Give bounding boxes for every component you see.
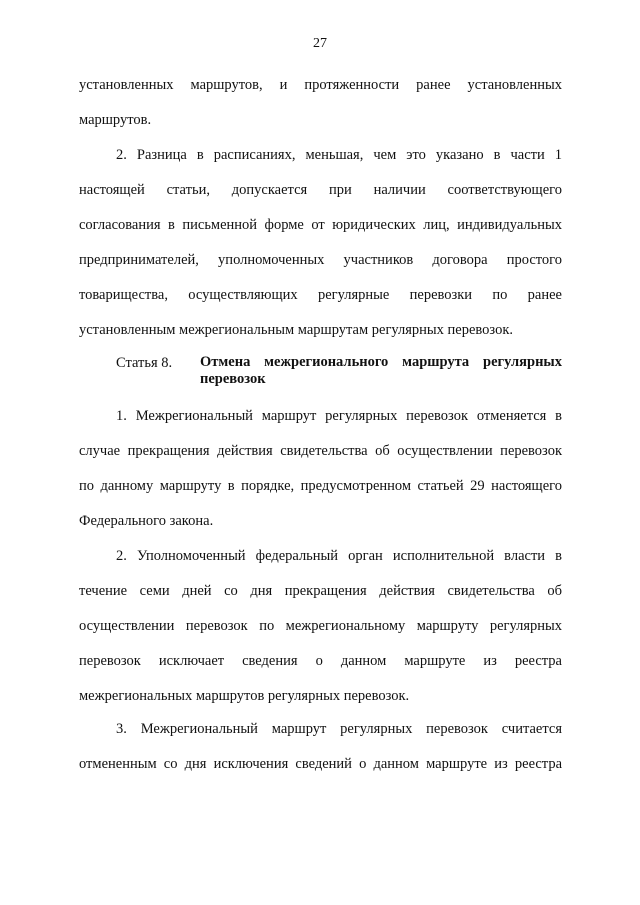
text-line: предпринимателей, уполномоченных участников договора простого [79, 252, 562, 268]
article-title-line: Отмена межрегионального маршрута регулярных [200, 354, 562, 370]
page-number: 27 [313, 36, 327, 51]
article-title-line: перевозок [200, 371, 266, 387]
text-line: 2. Разница в расписаниях, меньшая, чем это указано в части 1 [116, 147, 562, 163]
text-line: 1. Межрегиональный маршрут регулярных перевозок отменяется в [116, 408, 562, 424]
article-label: Статья 8. [116, 355, 173, 371]
text-line: согласования в письменной форме от юридических лиц, индивидуальных [79, 217, 562, 233]
text-line: случае прекращения действия свидетельства об осуществлении перевозок [79, 443, 562, 459]
text-line: маршрутов. [79, 112, 152, 128]
text-line: товарищества, осуществляющих регулярные перевозки по ранее [79, 287, 562, 303]
text-line: настоящей статьи, допускается при наличии соответствующего [79, 182, 562, 198]
text-line: межрегиональных маршрутов регулярных перевозок. [79, 688, 410, 704]
text-line: по данному маршруту в порядке, предусмотренном статьей 29 настоящего [79, 478, 562, 494]
text-line: отмененным со дня исключения сведений о данном маршруте из реестра [79, 756, 562, 772]
article-title [200, 354, 562, 388]
text-line: Федерального закона. [79, 513, 214, 529]
text-line: осуществлении перевозок по межрегиональному маршруту регулярных [79, 618, 562, 634]
text-line: установленных маршрутов, и протяженности ранее установленных [79, 77, 562, 93]
text-line: 2. Уполномоченный федеральный орган исполнительной власти в [116, 548, 562, 564]
text-line: установленным межрегиональным маршрутам регулярных перевозок. [79, 322, 513, 338]
text-line: 3. Межрегиональный маршрут регулярных перевозок считается [116, 721, 562, 737]
text-line: перевозок исключает сведения о данном маршруте из реестра [79, 653, 562, 669]
text-line: течение семи дней со дня прекращения действия свидетельства об [79, 583, 562, 599]
